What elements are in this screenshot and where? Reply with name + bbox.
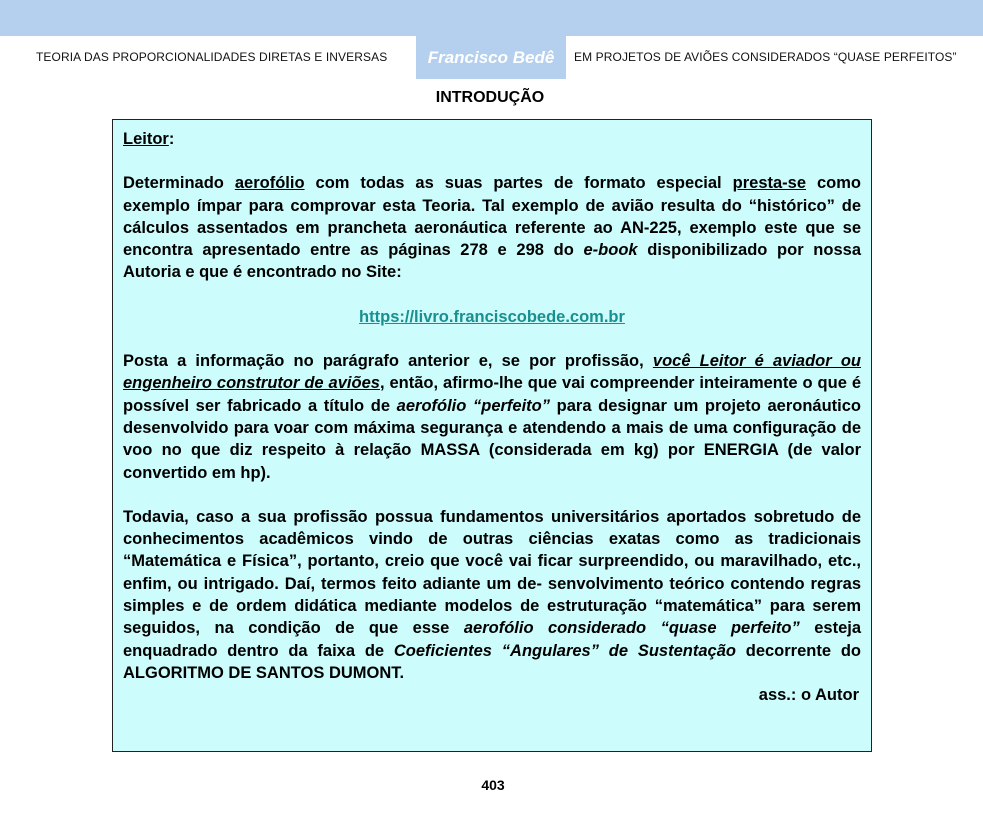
p1-term-presta-se: presta-se (732, 174, 807, 193)
site-link[interactable]: https://livro.franciscobede.com.br (359, 307, 625, 326)
p1-text-c: com todas as suas partes de formato especial (304, 174, 733, 193)
p1-text-g: disponibilizado por nossa Autoria e que é encontrado no Site: (123, 241, 861, 282)
p3-emphasis-aerofolio: aerofólio considerado “quase perfeito” (463, 619, 800, 638)
signature: ass.: o Autor (758, 686, 859, 705)
paragraph-3 (123, 506, 861, 684)
section-title: INTRODUÇÃO (435, 89, 545, 106)
greeting-colon: : (168, 130, 175, 148)
header-right-title: EM PROJETOS DE AVIÕES CONSIDERADOS “QUASE PERFEITOS” (574, 50, 957, 64)
running-header (0, 36, 983, 79)
p2-text-a: Posta a informação no parágrafo anterior e, se por profissão, (123, 352, 653, 371)
link-line (123, 306, 861, 328)
p1-text-e: como exemplo ímpar para comprovar esta Teoria. Tal exemplo de avião resulta do “histórico” de cálculos assentados em prancheta aeronáutica referente ao AN-225, exemplo este que se encontra apresentado entre as páginas 278 e 298 do (123, 174, 862, 260)
p3-text-c: esteja enquadrado dentro da faixa de (123, 619, 862, 660)
top-color-band (0, 0, 983, 36)
reader-note-box (112, 119, 872, 752)
p3-emphasis-coeficientes: Coeficientes “Angulares” de Sustentação (393, 641, 736, 660)
paragraph-1 (123, 172, 861, 283)
p2-emphasis-reader: você Leitor é aviador ou engenheiro construtor de aviões (123, 352, 862, 393)
paragraph-2 (123, 350, 861, 484)
p3-text-a: Todavia, caso a sua profissão possua fundamentos universitários aportados sobretudo de conhecimentos acadêmicos vindo de outras ciências exatas como as tradicionais “Matemática e Física”, portanto, creio que você vai ficar surpreendido, ou maravilhado, etc., enfim, ou intrigado. Daí, termos feito adiante um de- senvolvimento teórico contendo regras simples e de ordem didática mediante modelos de estruturação “matemática” para serem seguidos, na condição de que esse (123, 507, 861, 638)
p2-text-e: para designar um projeto aeronáutico desenvolvido para voar com máxima segurança e atendendo a mais de uma configuração de voo no que diz respeito à relação MASSA (considerada em kg) por ENERGIA (de valor convertido em hp). (123, 396, 862, 482)
p1-term-ebook: e-book (583, 241, 638, 260)
page-number: 403 (481, 777, 505, 793)
greeting-line (123, 128, 861, 150)
p2-text-c: , então, afirmo-lhe que vai compreender inteiramente o que é possível ser fabricado a título de (123, 374, 862, 415)
p1-text-a: Determinado (123, 174, 235, 193)
greeting-word: Leitor (123, 130, 169, 148)
header-author-badge: Francisco Bedê (416, 36, 566, 79)
header-left-title: TEORIA DAS PROPORCIONALIDADES DIRETAS E INVERSAS (36, 50, 388, 64)
p2-emphasis-aerofolio: aerofólio “perfeito” (396, 396, 550, 415)
p1-term-aerofolio: aerofólio (234, 174, 305, 193)
p3-text-e: decorrente do ALGORITMO DE SANTOS DUMONT. (123, 641, 861, 682)
